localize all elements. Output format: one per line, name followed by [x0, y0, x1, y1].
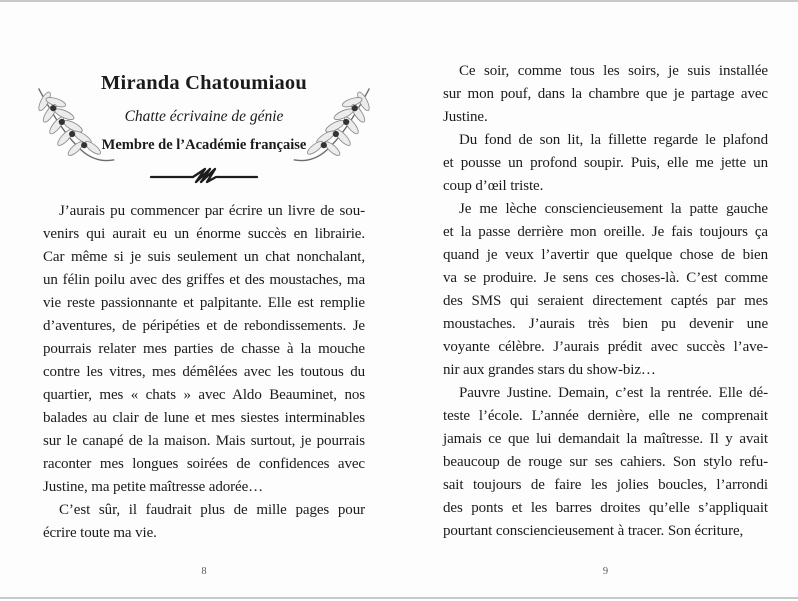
text-line: Justine. — [443, 109, 488, 125]
text-line: moustaches. J’aurais très bien pu devenir une — [443, 316, 768, 332]
text-line: nir aux grandes stars du show-biz… — [443, 362, 656, 378]
paragraph — [443, 198, 768, 382]
page-right — [443, 0, 768, 601]
text-line: venirs qui aurait eu un énorme succès en librairie. — [43, 226, 365, 242]
paragraph — [443, 129, 768, 198]
text-line: Je me lèche consciencieusement la patte gauche — [459, 201, 768, 217]
text-line: sur le canapé de la maison. Mais surtout, je pourrais — [43, 433, 365, 449]
page-left — [43, 0, 365, 601]
paragraph — [443, 60, 768, 129]
text-line: et la passe derrière mon oreille. Je fais toujours ça — [443, 224, 768, 240]
text-line: des ponts et les barres droites qu’elle s’appliquait — [443, 500, 768, 516]
text-line: Justine, ma petite maîtresse adorée… — [43, 479, 264, 495]
olive-branch-icon — [292, 80, 378, 176]
text-line: quand je veux l’avertir que quelque chose de bien — [443, 247, 768, 263]
paragraph — [43, 499, 365, 545]
text-line: quartier, mes « chats » avec Aldo Beauminet, nos — [43, 387, 365, 403]
text-line: vie reste passionnante et palpitante. Elle est remplie — [43, 295, 365, 311]
text-line: un félin poilu avec des griffes et des moustaches, ma — [43, 272, 365, 288]
text-line: voyante célèbre. J’aurais prédit avec succès l’ave- — [443, 339, 768, 355]
text-line: teste l’école. L’année dernière, elle ne comprenait — [443, 408, 768, 424]
text-line: beaucoup de rouge sur ses cahiers. Son stylo refu- — [443, 454, 768, 470]
paragraph — [43, 200, 365, 499]
knot-rule-icon — [149, 166, 259, 186]
text-line: Du fond de son lit, la fillette regarde le plafond — [459, 132, 768, 148]
text-line: Ce soir, comme tous les soirs, je suis installée — [459, 63, 768, 79]
text-line: jamais ce que lui demandait la maîtresse. Il y avait — [443, 431, 768, 447]
text-line: d’aventures, de péripéties et de rebondissements. Je — [43, 318, 365, 334]
text-line: Pauvre Justine. Demain, c’est la rentrée. Elle dé- — [459, 385, 768, 401]
body-text-left — [43, 200, 365, 545]
text-line: C’est sûr, il faudrait plus de mille pages pour — [59, 502, 365, 518]
paragraph — [443, 382, 768, 543]
text-line: pourrais relater mes parties de chasse à la mouche — [43, 341, 365, 357]
author-affiliation: Membre de l’Académie française — [101, 137, 307, 153]
text-line: J’aurais pu commencer par écrire un livre de sou- — [59, 203, 365, 219]
page-number-left: 8 — [201, 566, 207, 577]
text-line: et pousse un profond soupir. Puis, elle me jette un — [443, 155, 768, 171]
body-text-right — [443, 60, 768, 543]
text-line: écrire toute ma vie. — [43, 525, 157, 541]
text-line: raconter mes longues soirées de confidences avec — [43, 456, 365, 472]
bottom-edge-line — [0, 597, 798, 599]
author-subtitle: Chatte écrivaine de génie — [124, 108, 284, 125]
text-line: balades au clair de lune et mes siestes interminables — [43, 410, 365, 426]
text-line: sait toujours de faire les jolies boucles, l’arrondi — [443, 477, 768, 493]
text-line: contre les vitres, mes démêlées avec les toutous du — [43, 364, 365, 380]
text-line: coup d’œil triste. — [443, 178, 544, 194]
page-number-right: 9 — [602, 566, 609, 577]
text-line: Car même si je suis seulement un chat nonchalant, — [43, 249, 365, 265]
text-line: sur mon pouf, dans la chambre que je partage avec — [443, 86, 768, 102]
author-name: Miranda Chatoumiaou — [101, 72, 307, 94]
text-line: va se produire. Je sens ces choses-là. C’est comme — [443, 270, 768, 286]
text-line: des SMS qui seraient directement captés par mes — [443, 293, 768, 309]
text-line: pourtant consciencieusement à tracer. Son écriture, — [443, 523, 744, 539]
